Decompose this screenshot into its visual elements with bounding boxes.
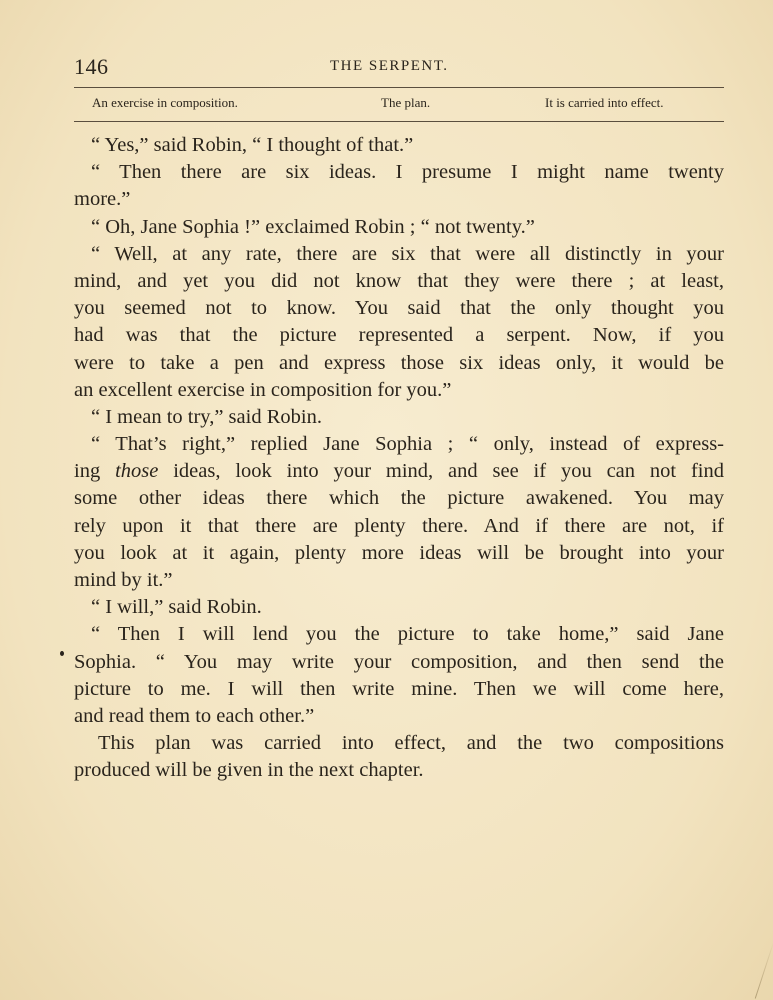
ink-speck [60,651,64,656]
page-crease [755,941,773,998]
text-line: an excellent exercise in composition for you.” [74,378,452,401]
text-line-with-italic [74,458,724,485]
text-line: “ Then there are six ideas. I presume I might name twenty [91,161,724,184]
text-line: more.” [74,188,131,211]
text-line: “ Yes,” said Robin, “ I thought of that.” [91,134,414,156]
italic-word: those [115,460,159,483]
text-line: “ Oh, Jane Sophia !” exclaimed Robin ; “ not twenty.” [91,215,535,238]
text-line: some other ideas there which the picture awakened. You may [74,487,724,510]
text-line: This plan was carried into effect, and the two compositions [98,732,724,755]
text-line: mind by it.” [74,569,173,591]
text-fragment: ideas, look into your mind, and see if you can not find [173,460,724,483]
sidenote-right: It is carried into effect. [545,95,664,110]
text-line: “ That’s right,” replied Jane Sophia ; “ only, instead of express- [91,433,724,456]
text-line: were to take a pen and express those six ideas only, it would be [74,351,724,374]
text-line: you look at it again, plenty more ideas will be brought into your [74,541,724,564]
text-fragment: ing [74,460,101,483]
text-line: you seemed not to know. You said that the only thought you [74,297,724,320]
page-number: 146 [74,54,109,79]
sidenote-center: The plan. [381,95,431,110]
text-line: “ Well, at any rate, there are six that were all distinctly in your [91,242,724,265]
text-line: picture to me. I will then write mine. Then we will come here, [74,677,724,700]
sidenote-left: An exercise in composition. [92,95,238,110]
text-line: “ I will,” said Robin. [91,596,262,619]
text-line: mind, and yet you did not know that they were there ; at least, [74,269,724,292]
text-line: “ Then I will lend you the picture to take home,” said Jane [91,623,724,646]
text-line: rely upon it that there are plenty there. And if there are not, if [74,514,724,537]
text-line: and read them to each other.” [74,704,315,727]
header-rule-top [74,87,724,88]
body-text [74,132,724,785]
text-line: produced will be given in the next chapter. [74,759,424,782]
text-line: had was that the picture represented a serpent. Now, if you [74,324,724,347]
header-rule-bottom [74,121,724,122]
running-title: THE SERPENT. [330,58,449,74]
text-line: “ I mean to try,” said Robin. [91,405,322,428]
text-line: Sophia. “ You may write your composition, and then send the [74,650,724,673]
